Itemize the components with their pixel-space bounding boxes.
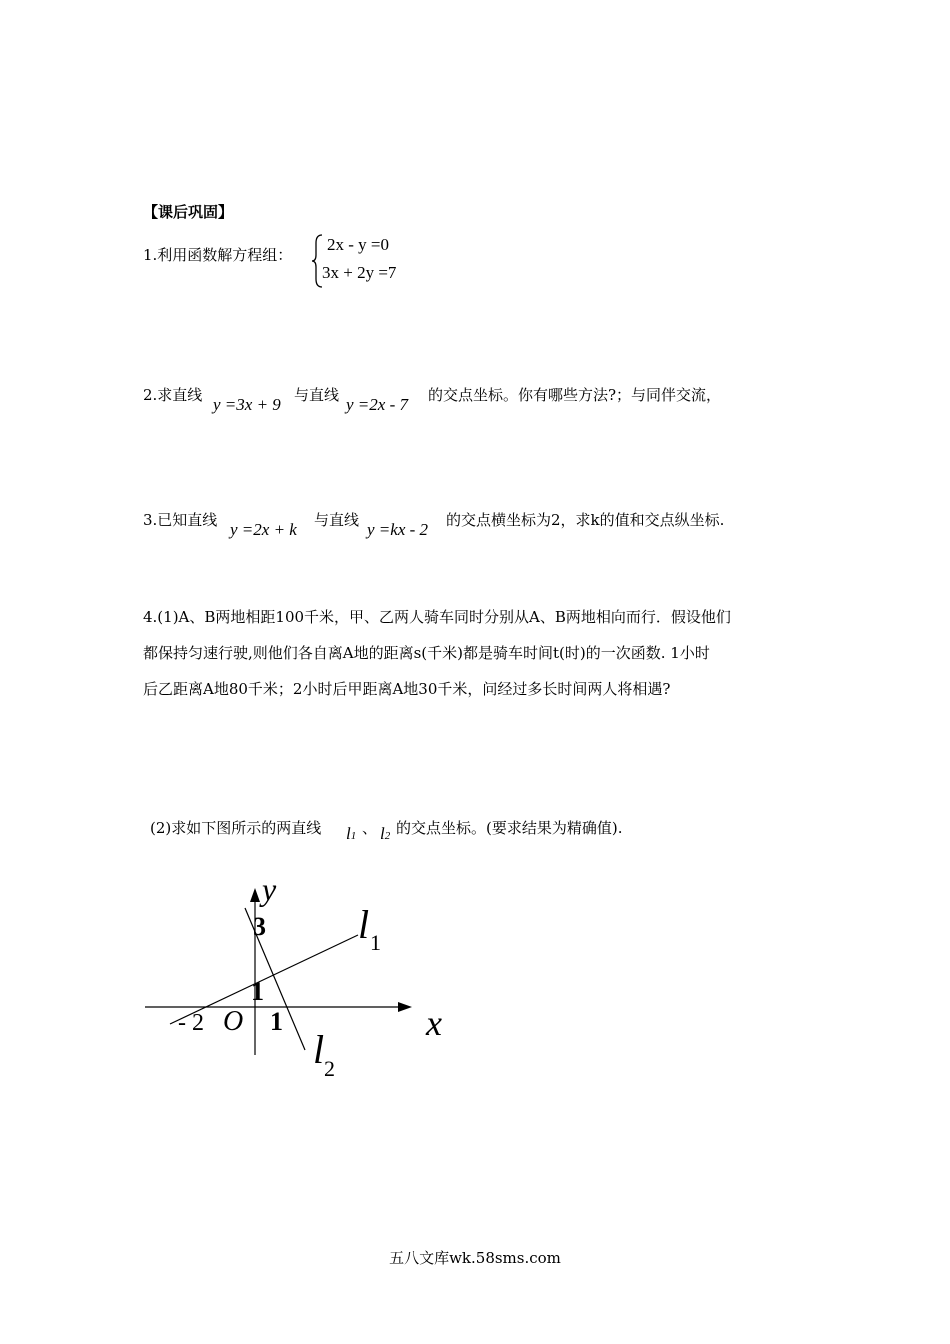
tick-label-1-x: 1 <box>270 1007 283 1036</box>
l2-label-sub: 2 <box>324 1056 335 1081</box>
x-axis-label: x <box>426 1003 442 1043</box>
q2-line-b: y =2x - 7 <box>346 395 408 414</box>
q4-part2-l2: l2 <box>380 824 391 843</box>
tick-label-neg2: - 2 <box>178 1010 204 1036</box>
l1-label: l <box>358 902 370 947</box>
q3-suffix: 的交点横坐标为2，求k的值和交点纵坐标. <box>446 511 725 529</box>
q2-line-a: y =3x + 9 <box>213 395 281 414</box>
tick-label-1-y: 1 <box>251 977 264 1006</box>
q4-part2-suffix: 的交点坐标。(要求结果为精确值). <box>396 819 623 837</box>
q4-part1-line-2: 都保持匀速行驶,则他们各自离A地的距离s(千米)都是骑车时间t(时)的一次函数. 1小时 <box>143 644 710 662</box>
q4-part2-separator: 、 <box>362 819 378 837</box>
q1-equation-1: 2x - y =0 <box>327 235 389 254</box>
q3-line-a: y =2x + k <box>230 520 297 539</box>
origin-label: O <box>223 1006 244 1037</box>
tick-label-3: 3 <box>253 912 266 941</box>
x-axis-arrow <box>398 1002 412 1012</box>
l1-label-sub: 1 <box>370 930 381 955</box>
q2-suffix: 的交点坐标。你有哪些方法?；与同伴交流， <box>428 386 722 404</box>
footer-watermark: 五八文库wk.58sms.com <box>389 1249 561 1267</box>
coordinate-graph <box>130 860 470 1090</box>
y-axis-arrow <box>250 888 260 902</box>
q2-prefix: 2.求直线 <box>143 386 203 404</box>
q3-prefix: 3.已知直线 <box>143 511 218 529</box>
q3-mid: 与直线 <box>314 511 360 529</box>
section-title: 【课后巩固】 <box>143 203 234 221</box>
q1-prefix: 1.利用函数解方程组： <box>143 246 293 264</box>
q4-part1-line-1: 4.(1)A、B两地相距100千米，甲、乙两人骑车同时分别从A、B两地相向而行．假设他们 <box>143 608 731 626</box>
q4-part1-line-3: 后乙距离A地80千米；2小时后甲距离A地30千米，问经过多长时间两人将相遇? <box>143 680 671 698</box>
q1-equation-2: 3x + 2y =7 <box>322 263 397 282</box>
l2-label: l <box>313 1027 325 1072</box>
q2-mid: 与直线 <box>294 386 340 404</box>
q3-line-b: y =kx - 2 <box>367 520 429 539</box>
q4-part2-prefix: (2)求如下图所示的两直线 <box>150 819 322 837</box>
y-axis-label: y <box>262 871 277 907</box>
q4-part2-l1: l1 <box>346 824 357 843</box>
